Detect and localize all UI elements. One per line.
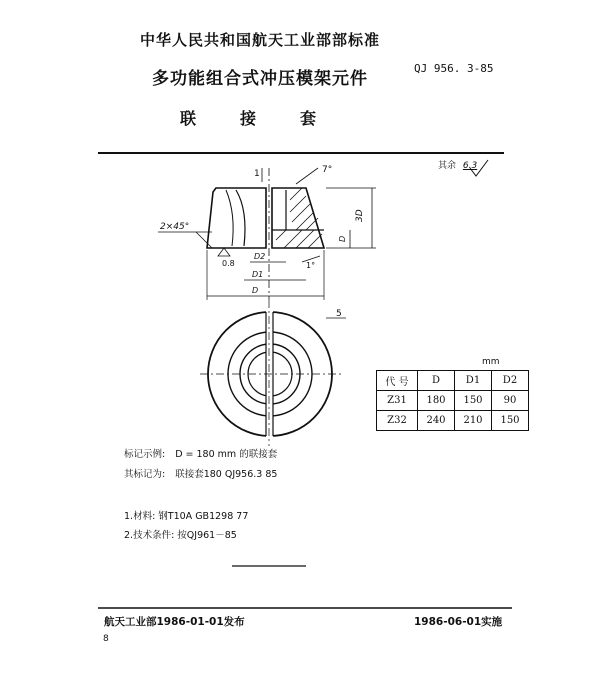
section-mark: 1 <box>254 169 260 179</box>
marking-example <box>124 446 277 460</box>
dim-d-height: D <box>338 235 347 242</box>
part-name: 联接套 <box>180 109 361 128</box>
table-header-row <box>377 371 529 391</box>
table-header: D <box>418 371 455 391</box>
note-technical: 2.技术条件: 按QJ961－85 <box>124 530 237 541</box>
table-header: D2 <box>492 371 529 391</box>
surface-mark: 0.8 <box>222 259 235 268</box>
table-cell: 90 <box>492 391 529 411</box>
table-cell: 150 <box>492 411 529 431</box>
table-cell: 180 <box>418 391 455 411</box>
table-unit: mm <box>482 357 500 367</box>
standard-code: QJ 956. 3-85 <box>414 62 494 75</box>
example-label: 标记示例: <box>124 449 166 460</box>
ministry-header: 中华人民共和国航天工业部部标准 <box>140 31 381 49</box>
note-material: 1.材料: 钢T10A GB1298 77 <box>124 511 249 522</box>
chamfer-label: 2×45° <box>160 222 190 232</box>
table-header: D1 <box>455 371 492 391</box>
roughness-value: 6.3 <box>462 161 478 171</box>
page-number: 8 <box>103 634 109 644</box>
table-cell: 210 <box>455 411 492 431</box>
roughness-label: 其余 <box>438 161 457 171</box>
table-cell: Z32 <box>377 411 418 431</box>
table-header: 代 号 <box>377 371 418 391</box>
effective-date: 1986-06-01实施 <box>414 616 503 628</box>
issue-date: 航天工业部1986-01-01发布 <box>104 616 245 628</box>
dim-d2: D2 <box>254 252 266 261</box>
example-text: D = 180 mm 的联接套 <box>175 449 278 460</box>
document-title: 多功能组合式冲压模架元件 <box>152 69 368 89</box>
table-row <box>377 411 529 431</box>
table-cell: 240 <box>418 411 455 431</box>
table-row <box>377 391 529 411</box>
roughness-symbol <box>470 160 488 176</box>
table-cell: 150 <box>455 391 492 411</box>
table-cell: Z31 <box>377 391 418 411</box>
split-slot <box>266 310 273 440</box>
dim-3d: 3D <box>355 209 365 222</box>
dim-d1: D1 <box>252 270 264 279</box>
angle-7-label: 7° <box>322 165 333 175</box>
dim-d: D <box>252 286 259 295</box>
dim-5: 5 <box>336 309 342 319</box>
section-view <box>207 188 324 248</box>
small-angle-label: 1° <box>306 261 316 270</box>
dimension-table <box>376 370 529 431</box>
marked-text: 联接套180 QJ956.3 85 <box>175 469 278 480</box>
marking-result <box>124 466 277 480</box>
marked-label: 其标记为: <box>124 469 166 480</box>
